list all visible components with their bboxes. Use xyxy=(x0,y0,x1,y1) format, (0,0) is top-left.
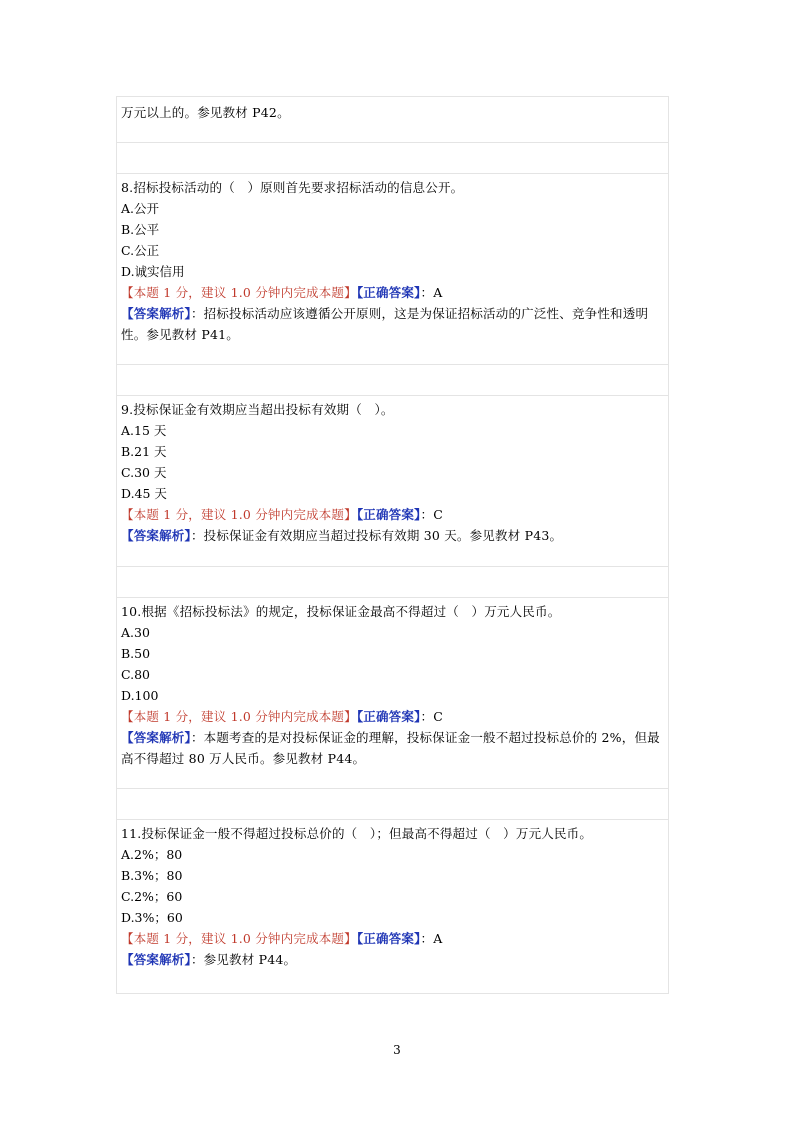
answer-value: ：A xyxy=(420,285,443,300)
score-label: 【本题 1 分，建议 1.0 分钟内完成本题】 xyxy=(121,931,357,946)
analysis-text: ：投标保证金有效期应当超过投标有效期 30 天。参见教材 P43。 xyxy=(190,528,563,543)
option-b: B.3%；80 xyxy=(121,868,183,883)
analysis-text: ：参见教材 P44。 xyxy=(190,952,297,967)
row-spacer xyxy=(116,142,669,173)
option-c: C.80 xyxy=(121,667,150,682)
question-8 xyxy=(116,173,669,364)
option-b: B.公平 xyxy=(121,222,160,237)
analysis xyxy=(121,727,664,769)
answer-label: 【正确答案】 xyxy=(356,285,421,300)
score-info xyxy=(121,504,664,525)
question-stem: 8.招标投标活动的（ ）原则首先要求招标活动的信息公开。 xyxy=(121,180,464,195)
option-a: A.2%；80 xyxy=(121,847,183,862)
option-d: D.诚实信用 xyxy=(121,264,185,279)
question-11 xyxy=(116,819,669,994)
score-info xyxy=(121,706,664,727)
row-spacer xyxy=(116,788,669,819)
question-10 xyxy=(116,597,669,788)
score-label: 【本题 1 分，建议 1.0 分钟内完成本题】 xyxy=(121,507,357,522)
answer-value: ：A xyxy=(420,931,443,946)
answer-label: 【正确答案】 xyxy=(356,507,421,522)
analysis-label: 【答案解析】 xyxy=(121,528,191,543)
continuation-block xyxy=(116,96,669,142)
continuation-text: 万元以上的。参见教材 P42。 xyxy=(121,105,290,120)
option-b: B.50 xyxy=(121,646,151,661)
question-stem: 9.投标保证金有效期应当超出投标有效期（ ）。 xyxy=(121,402,394,417)
score-info xyxy=(121,928,664,949)
answer-value: ：C xyxy=(420,709,443,724)
score-label: 【本题 1 分，建议 1.0 分钟内完成本题】 xyxy=(121,285,357,300)
document-body xyxy=(116,96,669,994)
page-number: 3 xyxy=(393,1043,401,1057)
analysis-text: ：招标投标活动应该遵循公开原则，这是为保证招标活动的广泛性、竞争性和透明性。参见教材 P41。 xyxy=(121,306,649,342)
option-a: A.30 xyxy=(121,625,150,640)
answer-label: 【正确答案】 xyxy=(356,931,421,946)
analysis-label: 【答案解析】 xyxy=(121,730,191,745)
option-c: C.公正 xyxy=(121,243,160,258)
option-d: D.3%；60 xyxy=(121,910,183,925)
analysis-label: 【答案解析】 xyxy=(121,952,191,967)
option-c: C.30 天 xyxy=(121,465,167,480)
option-d: D.45 天 xyxy=(121,486,167,501)
answer-label: 【正确答案】 xyxy=(356,709,421,724)
score-info xyxy=(121,282,664,303)
row-spacer xyxy=(116,566,669,597)
option-b: B.21 天 xyxy=(121,444,167,459)
question-stem: 10.根据《招标投标法》的规定，投标保证金最高不得超过（ ）万元人民币。 xyxy=(121,604,561,619)
option-a: A.15 天 xyxy=(121,423,167,438)
analysis xyxy=(121,303,664,345)
option-a: A.公开 xyxy=(121,201,160,216)
analysis-text: ：本题考查的是对投标保证金的理解，投标保证金一般不超过投标总价的 2%，但最高不得超过 80 万人民币。参见教材 P44。 xyxy=(121,730,660,766)
row-spacer xyxy=(116,364,669,395)
question-stem: 11.投标保证金一般不得超过投标总价的（ ）；但最高不得超过（ ）万元人民币。 xyxy=(121,826,593,841)
option-c: C.2%；60 xyxy=(121,889,183,904)
answer-value: ：C xyxy=(420,507,443,522)
analysis xyxy=(121,525,664,546)
analysis xyxy=(121,949,664,970)
option-d: D.100 xyxy=(121,688,159,703)
analysis-label: 【答案解析】 xyxy=(121,306,191,321)
question-9 xyxy=(116,395,669,566)
score-label: 【本题 1 分，建议 1.0 分钟内完成本题】 xyxy=(121,709,357,724)
